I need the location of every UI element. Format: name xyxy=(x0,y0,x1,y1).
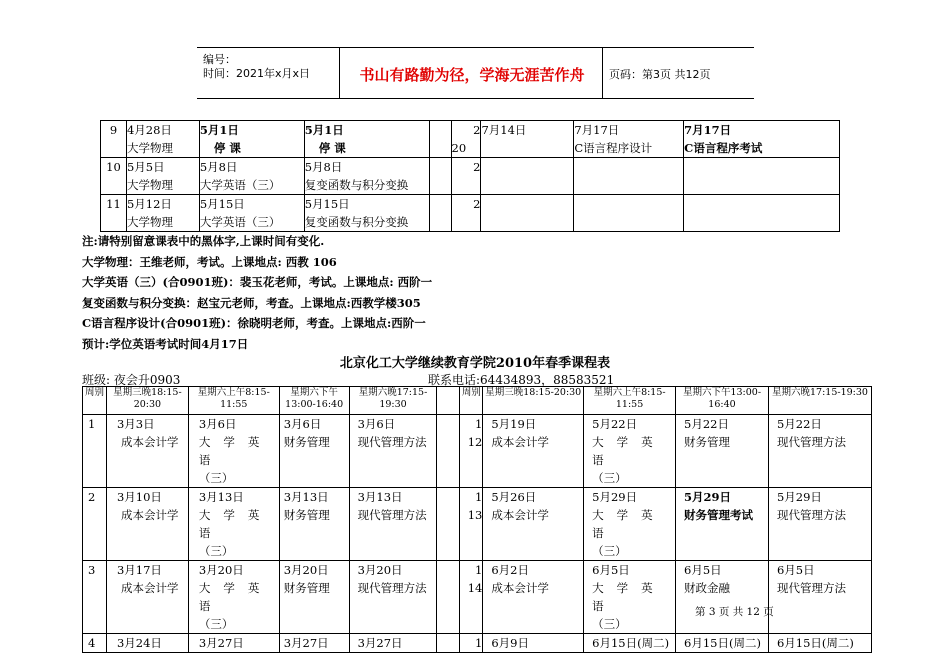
table-row xyxy=(101,121,840,158)
schedule-cell: 6月5日 财政金融 xyxy=(676,561,769,634)
doc-time-label: 时间：2021年x月x日 xyxy=(203,67,311,80)
empty-cell xyxy=(684,158,840,195)
schedule-cell: 5月29日 大学英语 （三） xyxy=(584,488,676,561)
schedule-cell: 5月12日 大学物理 xyxy=(126,195,199,232)
week-cell: 9 xyxy=(101,121,127,158)
table-row xyxy=(83,488,872,561)
note-line: 复变函数与积分变换：赵宝元老师，考查。上课地点:西教学楼305 xyxy=(82,295,421,310)
schedule-cell: 3月27日 xyxy=(279,634,349,653)
week-cell: 2 xyxy=(451,158,481,195)
header-left xyxy=(197,48,339,98)
table-header-row xyxy=(83,387,872,415)
spacer-cell xyxy=(437,387,460,415)
column-header: 星期六下午13:00-16:40 xyxy=(676,387,769,415)
schedule-cell: 3月20日 财务管理 xyxy=(279,561,349,634)
empty-cell xyxy=(481,158,574,195)
schedule-cell: 5月22日 大学英语 （三） xyxy=(584,415,676,488)
table-row xyxy=(83,634,872,653)
schedule-cell: 3月24日 xyxy=(106,634,188,653)
schedule-cell: 7月17日 C语言程序设计 xyxy=(574,121,684,158)
empty-cell xyxy=(574,158,684,195)
week-cell: 11 xyxy=(101,195,127,232)
week-cell: 1 xyxy=(83,415,107,488)
schedule-cell: 6月9日 xyxy=(483,634,584,653)
week-cell: 1 12 xyxy=(460,415,483,488)
column-header: 周别 xyxy=(83,387,107,415)
table-row xyxy=(101,158,840,195)
table-row xyxy=(101,195,840,232)
schedule-cell: 5月15日 大学英语（三） xyxy=(199,195,304,232)
spacer-cell xyxy=(437,415,460,488)
column-header: 星期六晚17:15-19:30 xyxy=(349,387,437,415)
schedule-cell: 5月19日 成本会计学 xyxy=(483,415,584,488)
schedule-cell: 3月10日 成本会计学 xyxy=(106,488,188,561)
note-line: 预计:学位英语考试时间4月17日 xyxy=(82,336,249,351)
schedule-cell: 3月13日 财务管理 xyxy=(279,488,349,561)
schedule-cell: 3月20日 大学英语 （三） xyxy=(188,561,279,634)
spacer-cell xyxy=(437,634,460,653)
schedule-cell: 7月14日 xyxy=(481,121,574,158)
schedule-cell: 6月5日 大学英语 （三） xyxy=(584,561,676,634)
schedule-cell: 5月29日 财务管理考试 xyxy=(676,488,769,561)
schedule-cell: 5月8日 复变函数与积分变换 xyxy=(304,158,429,195)
schedule-cell: 6月15日(周二) xyxy=(676,634,769,653)
week-cell: 2 xyxy=(83,488,107,561)
column-header: 星期六晚17:15-19:30 xyxy=(768,387,871,415)
doc-number-label: 编号： xyxy=(203,53,236,66)
schedule-cell: 5月1日 停 课 xyxy=(304,121,429,158)
column-header: 星期六上午8:15-11:55 xyxy=(188,387,279,415)
schedule-cell: 6月15日(周二) xyxy=(768,634,871,653)
schedule-cell: 5月26日 成本会计学 xyxy=(483,488,584,561)
week-cell: 4 xyxy=(83,634,107,653)
page-footer: 第 3 页 共 12 页 xyxy=(695,606,774,618)
column-header: 星期三晚18:15-20:30 xyxy=(106,387,188,415)
class-label: 班级: 夜会升0903 xyxy=(82,373,181,387)
schedule-cell: 3月20日 现代管理方法 xyxy=(349,561,437,634)
column-header: 星期六下午13:00-16:40 xyxy=(279,387,349,415)
schedule-cell: 3月3日 成本会计学 xyxy=(106,415,188,488)
column-header: 星期六上午8:15-11:55 xyxy=(584,387,676,415)
schedule-cell: 6月15日(周二) xyxy=(584,634,676,653)
note-line: 注:请特别留意课表中的黑体字,上课时间有变化. xyxy=(82,234,325,248)
schedule-cell: 3月6日 大学英语 （三） xyxy=(188,415,279,488)
table-row xyxy=(83,415,872,488)
schedule-cell: 5月22日 现代管理方法 xyxy=(768,415,871,488)
empty-cell xyxy=(684,195,840,232)
schedule-cell: 3月27日 xyxy=(188,634,279,653)
schedule-cell: 6月5日 现代管理方法 xyxy=(768,561,871,634)
page-header xyxy=(197,47,754,99)
note-line: 大学英语（三）(合0901班)：裴玉花老师，考试。上课地点: 西阶一 xyxy=(82,275,433,289)
header-center xyxy=(339,48,603,98)
week-cell: 1 xyxy=(460,634,483,653)
schedule-cell: 5月22日 财务管理 xyxy=(676,415,769,488)
page-number-label: 页码：第3页 共12页 xyxy=(609,68,711,81)
empty-cell xyxy=(481,195,574,232)
schedule-table-1 xyxy=(100,120,840,232)
schedule-cell: 5月15日 复变函数与积分变换 xyxy=(304,195,429,232)
schedule-cell: 7月17日 C语言程序考试 xyxy=(684,121,840,158)
schedule-cell: 5月8日 大学英语（三） xyxy=(199,158,304,195)
schedule-cell: 5月5日 大学物理 xyxy=(126,158,199,195)
empty-cell xyxy=(574,195,684,232)
schedule-cell: 3月13日 现代管理方法 xyxy=(349,488,437,561)
week-cell: 2 xyxy=(451,195,481,232)
spacer-cell xyxy=(437,561,460,634)
schedule-cell: 3月13日 大学英语 （三） xyxy=(188,488,279,561)
week-cell: 2 20 xyxy=(451,121,481,158)
schedule-cell: 3月17日 成本会计学 xyxy=(106,561,188,634)
note-line: 大学物理：王维老师，考试。上课地点: 西教 106 xyxy=(82,254,337,269)
schedule-title: 北京化工大学继续教育学院2010年春季课程表 xyxy=(339,356,611,371)
empty-cell xyxy=(429,121,451,158)
header-right xyxy=(603,48,754,98)
empty-cell xyxy=(429,195,451,232)
schedule-cell: 5月29日 现代管理方法 xyxy=(768,488,871,561)
empty-cell xyxy=(429,158,451,195)
schedule-cell: 5月1日 停 课 xyxy=(199,121,304,158)
table-row xyxy=(83,561,872,634)
week-cell: 1 13 xyxy=(460,488,483,561)
schedule-cell: 4月28日 大学物理 xyxy=(126,121,199,158)
note-line: C语言程序设计(合0901班)：徐晓明老师，考查。上课地点:西阶一 xyxy=(82,316,426,330)
week-cell: 1 14 xyxy=(460,561,483,634)
notes xyxy=(82,231,432,354)
motto: 书山有路勤为径，学海无涯苦作舟 xyxy=(359,66,585,84)
column-header: 周别 xyxy=(460,387,483,415)
schedule-cell: 6月2日 成本会计学 xyxy=(483,561,584,634)
schedule-cell: 3月6日 财务管理 xyxy=(279,415,349,488)
schedule-cell: 3月27日 xyxy=(349,634,437,653)
phone-label: 联系电话:64434893，88583521 xyxy=(428,373,615,387)
column-header: 星期三晚18:15-20:30 xyxy=(483,387,584,415)
spacer-cell xyxy=(437,488,460,561)
week-cell: 3 xyxy=(83,561,107,634)
week-cell: 10 xyxy=(101,158,127,195)
schedule-cell: 3月6日 现代管理方法 xyxy=(349,415,437,488)
